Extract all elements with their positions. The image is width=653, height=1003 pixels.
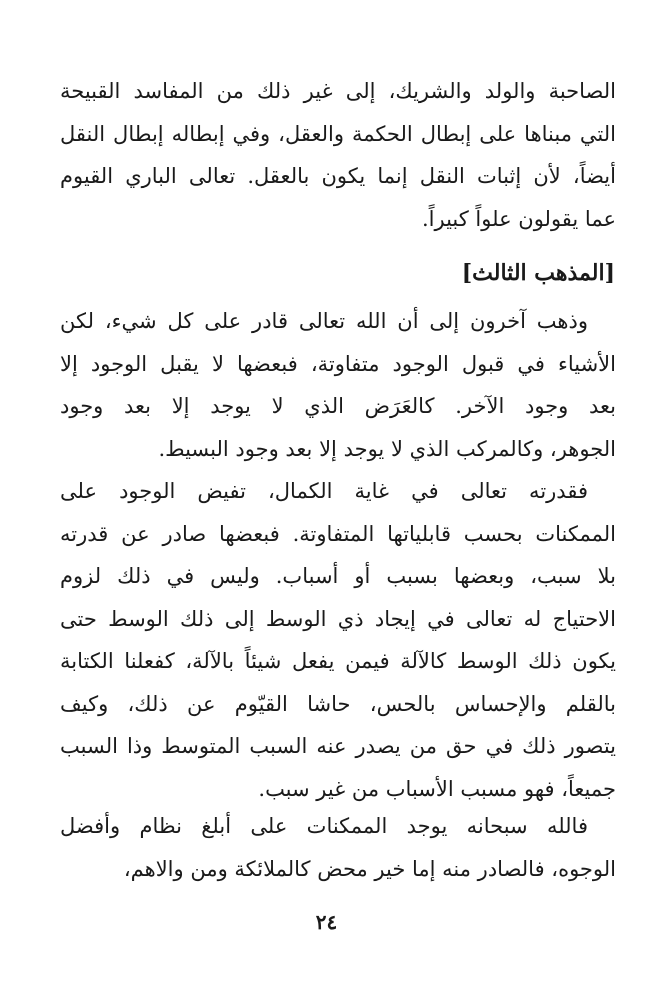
text-line: جميعاً، فهو مسبب الأسباب من غير سبب. xyxy=(258,776,616,801)
paragraph-1 xyxy=(60,70,616,240)
text-line: بالقلم والإحساس بالحس، حاشا القيّوم عن ذلك، وكيف xyxy=(60,691,616,716)
text-line: أيضاً، لأن إثبات النقل إنما يكون بالعقل. تعالى الباري القيوم xyxy=(60,164,616,188)
text-line: بلا سبب، وبعضها بسبب أو أسباب. وليس في ذلك لزوم xyxy=(60,564,616,588)
text-line: الوجوه، فالصادر منه إما خير محض كالملائكة ومن والاهم، xyxy=(123,856,616,881)
section-heading: [المذهب الثالث] xyxy=(461,260,615,286)
page-number: ٢٤ xyxy=(315,910,338,934)
text-line: يتصور ذلك في حق من يصدر عنه السبب المتوسط وذا السبب xyxy=(60,734,616,758)
text-line: يكون ذلك الوسط كالآلة فيمن يفعل شيئاً بالآلة، كفعلنا الكتابة xyxy=(60,649,616,673)
text-line: بعد وجود الآخر. كالعَرَض الذي لا يوجد إلا بعد وجود xyxy=(60,394,616,418)
text-line: فالله سبحانه يوجد الممكنات على أبلغ نظام وأفضل xyxy=(60,814,588,838)
text-line: الجوهر، وكالمركب الذي لا يوجد إلا بعد وجود البسيط. xyxy=(158,436,616,461)
text-line: التي مبناها على إبطال الحكمة والعقل، وفي إبطاله إبطال النقل xyxy=(60,121,616,146)
paragraph-2 xyxy=(60,300,616,470)
text-line: الصاحبة والولد والشريك، إلى غير ذلك من المفاسد القبيحة xyxy=(60,79,616,103)
paragraph-3 xyxy=(60,470,616,810)
text-line: فقدرته تعالى في غاية الكمال، تفيض الوجود على xyxy=(60,479,588,503)
text-line: الأشياء في قبول الوجود متفاوتة، فبعضها لا يقبل الوجود إلا xyxy=(60,351,616,376)
text-line: عما يقولون علواً كبيراً. xyxy=(421,206,616,231)
text-line: وذهب آخرون إلى أن الله تعالى قادر على كل شيء، لكن xyxy=(60,309,588,333)
paragraph-4 xyxy=(60,805,616,890)
text-line: الاحتياج له تعالى في إيجاد ذي الوسط إلى ذلك الوسط حتى xyxy=(60,606,616,631)
text-line: الممكنات بحسب قابلياتها المتفاوتة. فبعضها صادر عن قدرته xyxy=(60,521,616,546)
